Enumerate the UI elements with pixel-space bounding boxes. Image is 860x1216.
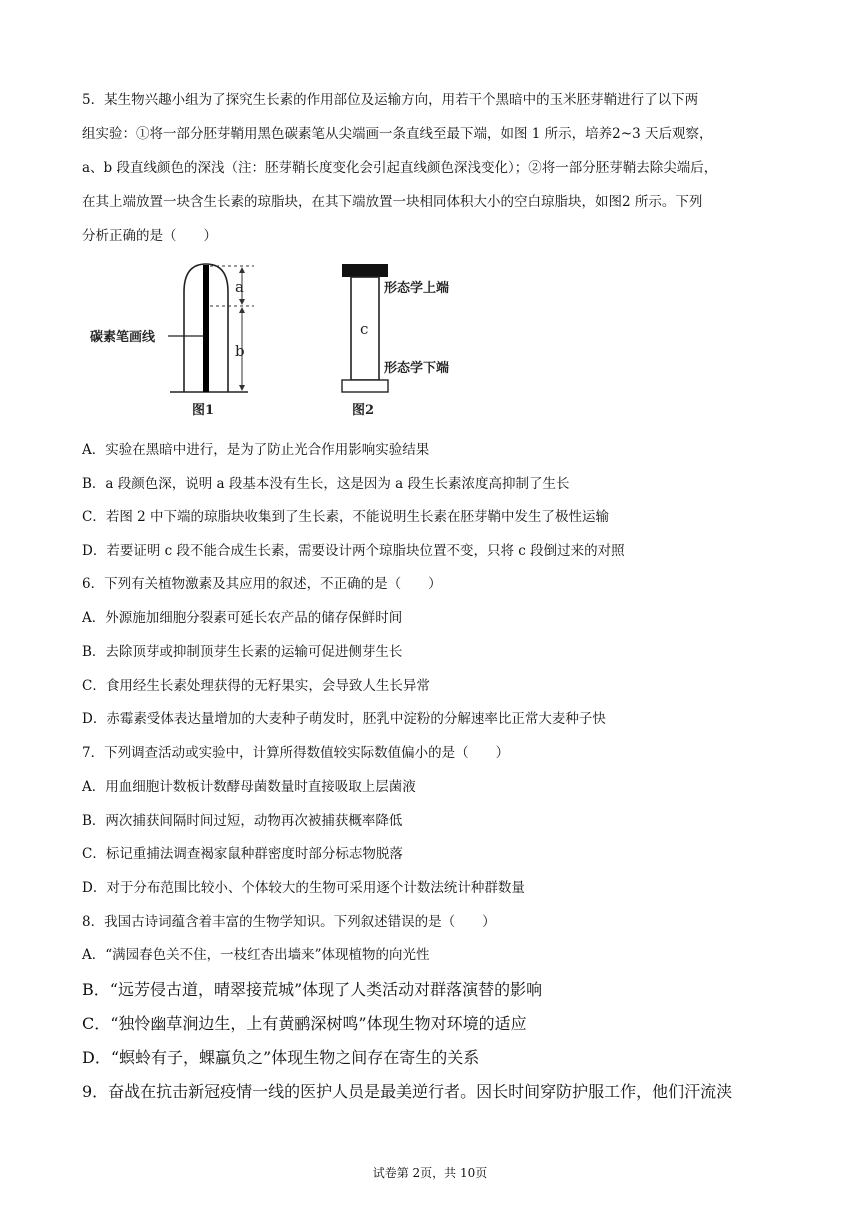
fig2-label-c: c <box>360 320 369 338</box>
q7-option-c: C．标记重捕法调查褐家鼠种群密度时部分标志物脱落 <box>82 846 403 862</box>
q5-stem-line-3: a、b 段直线颜色的深浅（注：胚芽鞘长度变化会引起直线颜色深浅变化）；②将一部分胚芽鞘去除尖端后， <box>82 160 718 176</box>
q5-option-a: A．实验在黑暗中进行，是为了防止光合作用影响实验结果 <box>82 442 430 458</box>
q8-stem: 8．我国古诗词蕴含着丰富的生物学知识。下列叙述错误的是（ ） <box>82 914 496 930</box>
q6-option-d: D．赤霉素受体表达量增加的大麦种子萌发时，胚乳中淀粉的分解速率比正常大麦种子快 <box>82 711 606 727</box>
q9-stem: 9．奋战在抗击新冠疫情一线的医护人员是最美逆行者。因长时间穿防护服工作，他们汗流浃 <box>82 1082 733 1101</box>
q5-stem-line-4: 在其上端放置一块含生长素的琼脂块，在其下端放置一块相同体积大小的空白琼脂块，如图2 所示。下列 <box>82 194 703 210</box>
fig2-label-basal: 形态学下端 <box>384 361 450 376</box>
q6-option-b: B．去除顶芽或抑制顶芽生长素的运输可促进侧芽生长 <box>82 644 403 660</box>
q8-option-d: D．“螟蛉有子，蜾蠃负之”体现生物之间存在寄生的关系 <box>82 1048 480 1067</box>
agar-block-blank <box>342 380 388 392</box>
fig1-label-carbon-line: 碳素笔画线 <box>90 330 156 345</box>
q5-option-d: D．若要证明 c 段不能合成生长素，需要设计两个琼脂块位置不变，只将 c 段倒过来的对照 <box>82 543 625 559</box>
fig1-label-b: b <box>235 342 245 360</box>
q8-option-b: B．“远芳侵古道，晴翠接荒城”体现了人类活动对群落演替的影响 <box>82 980 543 999</box>
q5-stem-line-2: 组实验：①将一部分胚芽鞘用黑色碳素笔从尖端画一条直线至最下端，如图 1 所示，培养2~3 天后观察， <box>82 126 713 142</box>
q5-option-b: B．a 段颜色深，说明 a 段基本没有生长，这是因为 a 段生长素浓度高抑制了生长 <box>82 476 570 492</box>
q7-stem: 7．下列调查活动或实验中，计算所得数值较实际数值偏小的是（ ） <box>82 745 510 761</box>
q7-option-d: D．对于分布范围比较小、个体较大的生物可采用逐个计数法统计种群数量 <box>82 880 525 896</box>
fig2-label-apical: 形态学上端 <box>384 281 450 296</box>
q8-option-c: C．“独怜幽草涧边生，上有黄鹂深树鸣”体现生物对环境的适应 <box>82 1014 527 1033</box>
q5-figure <box>80 258 480 420</box>
q5-stem-line-5: 分析正确的是（ ） <box>82 228 217 244</box>
page-footer: 试卷第 2页，共 10页 <box>372 1166 488 1180</box>
q7-option-b: B．两次捕获间隔时间过短，动物再次被捕获概率降低 <box>82 813 403 829</box>
fig1-caption: 图1 <box>192 403 215 418</box>
q7-option-a: A．用血细胞计数板计数酵母菌数量时直接吸取上层菌液 <box>82 779 416 795</box>
fig2-caption: 图2 <box>352 403 375 418</box>
q6-option-a: A．外源施加细胞分裂素可延长农产品的储存保鲜时间 <box>82 610 403 626</box>
q5-stem-line-1: 5．某生物兴趣小组为了探究生长素的作用部位及运输方向，用若干个黑暗中的玉米胚芽鞘进行了以下两 <box>82 92 699 108</box>
q5-option-c: C．若图 2 中下端的琼脂块收集到了生长素，不能说明生长素在胚芽鞘中发生了极性运输 <box>82 509 609 525</box>
q6-option-c: C．食用经生长素处理获得的无籽果实，会导致人生长异常 <box>82 678 430 694</box>
q8-option-a: A．“满园春色关不住，一枝红杏出墙来”体现植物的向光性 <box>82 947 430 963</box>
q6-stem: 6．下列有关植物激素及其应用的叙述，不正确的是（ ） <box>82 576 442 592</box>
agar-block-with-auxin <box>342 264 388 277</box>
fig1-label-a: a <box>235 278 244 296</box>
